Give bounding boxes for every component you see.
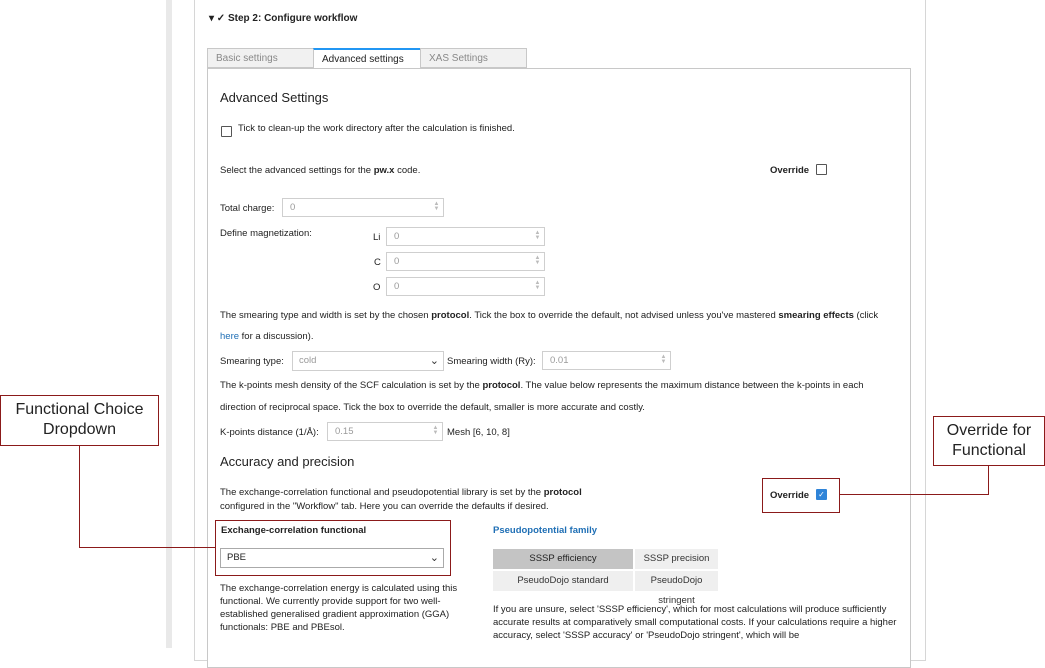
smearing-width-input[interactable] [542, 351, 671, 370]
kpoints-text: The k-points mesh density of the SCF calculation is set by the [220, 380, 483, 391]
smearing-type-value: cold [299, 355, 317, 366]
spinner-icon[interactable]: ▲ ▼ [534, 255, 541, 266]
kpoints-protocol: protocol [482, 380, 521, 391]
annotation-connector [79, 547, 216, 548]
xc-functional-select[interactable] [220, 548, 444, 568]
annotation-connector [988, 466, 989, 495]
kpoints-text: . The value below represents the maximum distance between the k-points in each [520, 380, 864, 391]
pwx-text-prefix: Select the advanced settings for the [220, 165, 374, 176]
total-charge-label: Total charge: [220, 203, 275, 214]
spinner-icon[interactable]: ▲ ▼ [433, 201, 440, 212]
smearing-width-label: Smearing width (Ry): [447, 356, 536, 367]
override-checkbox[interactable] [816, 164, 827, 175]
accuracy-description-1 [220, 487, 582, 498]
smearing-text: The smearing type and width is set by the chosen [220, 310, 432, 321]
accuracy-text: The exchange-correlation functional and pseudopotential library is set by the [220, 487, 544, 498]
chevron-down-icon: ⌄ [429, 355, 439, 367]
smearing-description [220, 310, 878, 321]
smearing-text: . Tick the box to override the default, not advised unless you've mastered [469, 310, 779, 321]
chevron-down-icon: ⌄ [429, 552, 439, 564]
spinner-icon[interactable]: ▲ ▼ [432, 425, 439, 436]
pseudo-sssp-precision-button[interactable]: SSSP precision [635, 549, 718, 569]
kpoints-description-2: direction of reciprocal space. Tick the box to override the default, smaller is more accurate and costly. [220, 402, 645, 413]
pseudo-help: If you are unsure, select 'SSSP efficiency', which for most calculations will produce sufficiently accurate results at comparatively small computational costs. If your calculations require a higher accuracy, select 'SSSP accuracy' or 'PseudoDojo stringent', which will be [493, 604, 897, 641]
magnetization-input-c[interactable] [386, 252, 545, 271]
magnetization-element-o: O [373, 282, 381, 293]
accuracy-heading: Accuracy and precision [220, 454, 355, 469]
total-charge-value: 0 [290, 202, 296, 213]
magnetization-value: 0 [394, 256, 400, 267]
tab-xas-settings[interactable]: XAS Settings [420, 48, 527, 68]
cleanup-checkbox[interactable] [221, 126, 232, 137]
smearing-effects: smearing effects [778, 310, 854, 321]
magnetization-value: 0 [394, 231, 400, 242]
step-title[interactable]: ▾ ✓ Step 2: Configure workflow [209, 13, 358, 24]
accuracy-description-2: configured in the "Workflow" tab. Here you can override the defaults if desired. [220, 501, 549, 512]
discussion-text: for a discussion). [239, 331, 314, 342]
pseudo-pseudodojo-standard-button[interactable]: PseudoDojo standard [493, 571, 633, 591]
here-link[interactable]: here [220, 331, 240, 342]
xc-title: Exchange-correlation functional [221, 525, 367, 536]
kpoints-input[interactable] [327, 422, 443, 441]
xc-description: The exchange-correlation energy is calculated using this functional. We currently provide support for two well-established generalised gradient approximation (GGA) functionals: PBE and PBEsol. [220, 583, 458, 633]
functional-override-checkbox[interactable]: ✓ [816, 489, 827, 500]
spinner-icon[interactable]: ▲ ▼ [660, 354, 667, 365]
kpoints-value: 0.15 [335, 426, 354, 437]
pwx-description [220, 165, 420, 176]
xc-functional-value: PBE [227, 552, 247, 563]
functional-choice-annotation: Functional Choice Dropdown [0, 395, 159, 446]
smearing-type-select[interactable] [292, 351, 444, 371]
pwx-code-name: pw.x [373, 165, 395, 176]
page-gutter [166, 0, 172, 648]
spinner-icon[interactable]: ▲ ▼ [534, 230, 541, 241]
smearing-protocol: protocol [431, 310, 470, 321]
annotation-connector [840, 494, 989, 495]
tab-basic-settings[interactable]: Basic settings [207, 48, 314, 68]
override-label: Override [770, 165, 810, 176]
annotation-connector [79, 446, 80, 548]
cleanup-label: Tick to clean-up the work directory after the calculation is finished. [238, 123, 515, 134]
pwx-text-suffix: code. [394, 165, 421, 176]
smearing-discussion [220, 331, 313, 342]
magnetization-input-li[interactable] [386, 227, 545, 246]
pseudo-pseudodojo-stringent-button[interactable]: PseudoDojo stringent [635, 571, 718, 591]
smearing-type-label: Smearing type: [220, 356, 284, 367]
magnetization-element-c: C [374, 257, 381, 268]
tab-advanced-settings[interactable]: Advanced settings [313, 48, 421, 69]
smearing-text: (click [853, 310, 879, 321]
magnetization-label: Define magnetization: [220, 228, 312, 239]
kpoints-description-1 [220, 380, 864, 391]
mesh-text: Mesh [6, 10, 8] [447, 427, 510, 438]
kpoints-label: K-points distance (1/Å): [220, 427, 319, 438]
smearing-width-value: 0.01 [550, 355, 569, 366]
override-functional-annotation: Override for Functional [933, 416, 1045, 466]
advanced-settings-heading: Advanced Settings [220, 90, 329, 105]
total-charge-input[interactable] [282, 198, 444, 217]
spinner-icon[interactable]: ▲ ▼ [534, 280, 541, 291]
functional-override-label: Override [770, 490, 810, 501]
magnetization-value: 0 [394, 281, 400, 292]
pseudo-sssp-efficiency-button[interactable]: SSSP efficiency [493, 549, 633, 569]
pseudo-title: Pseudopotential family [493, 525, 597, 536]
magnetization-element-li: Li [373, 232, 381, 243]
accuracy-protocol: protocol [543, 487, 582, 498]
magnetization-input-o[interactable] [386, 277, 545, 296]
